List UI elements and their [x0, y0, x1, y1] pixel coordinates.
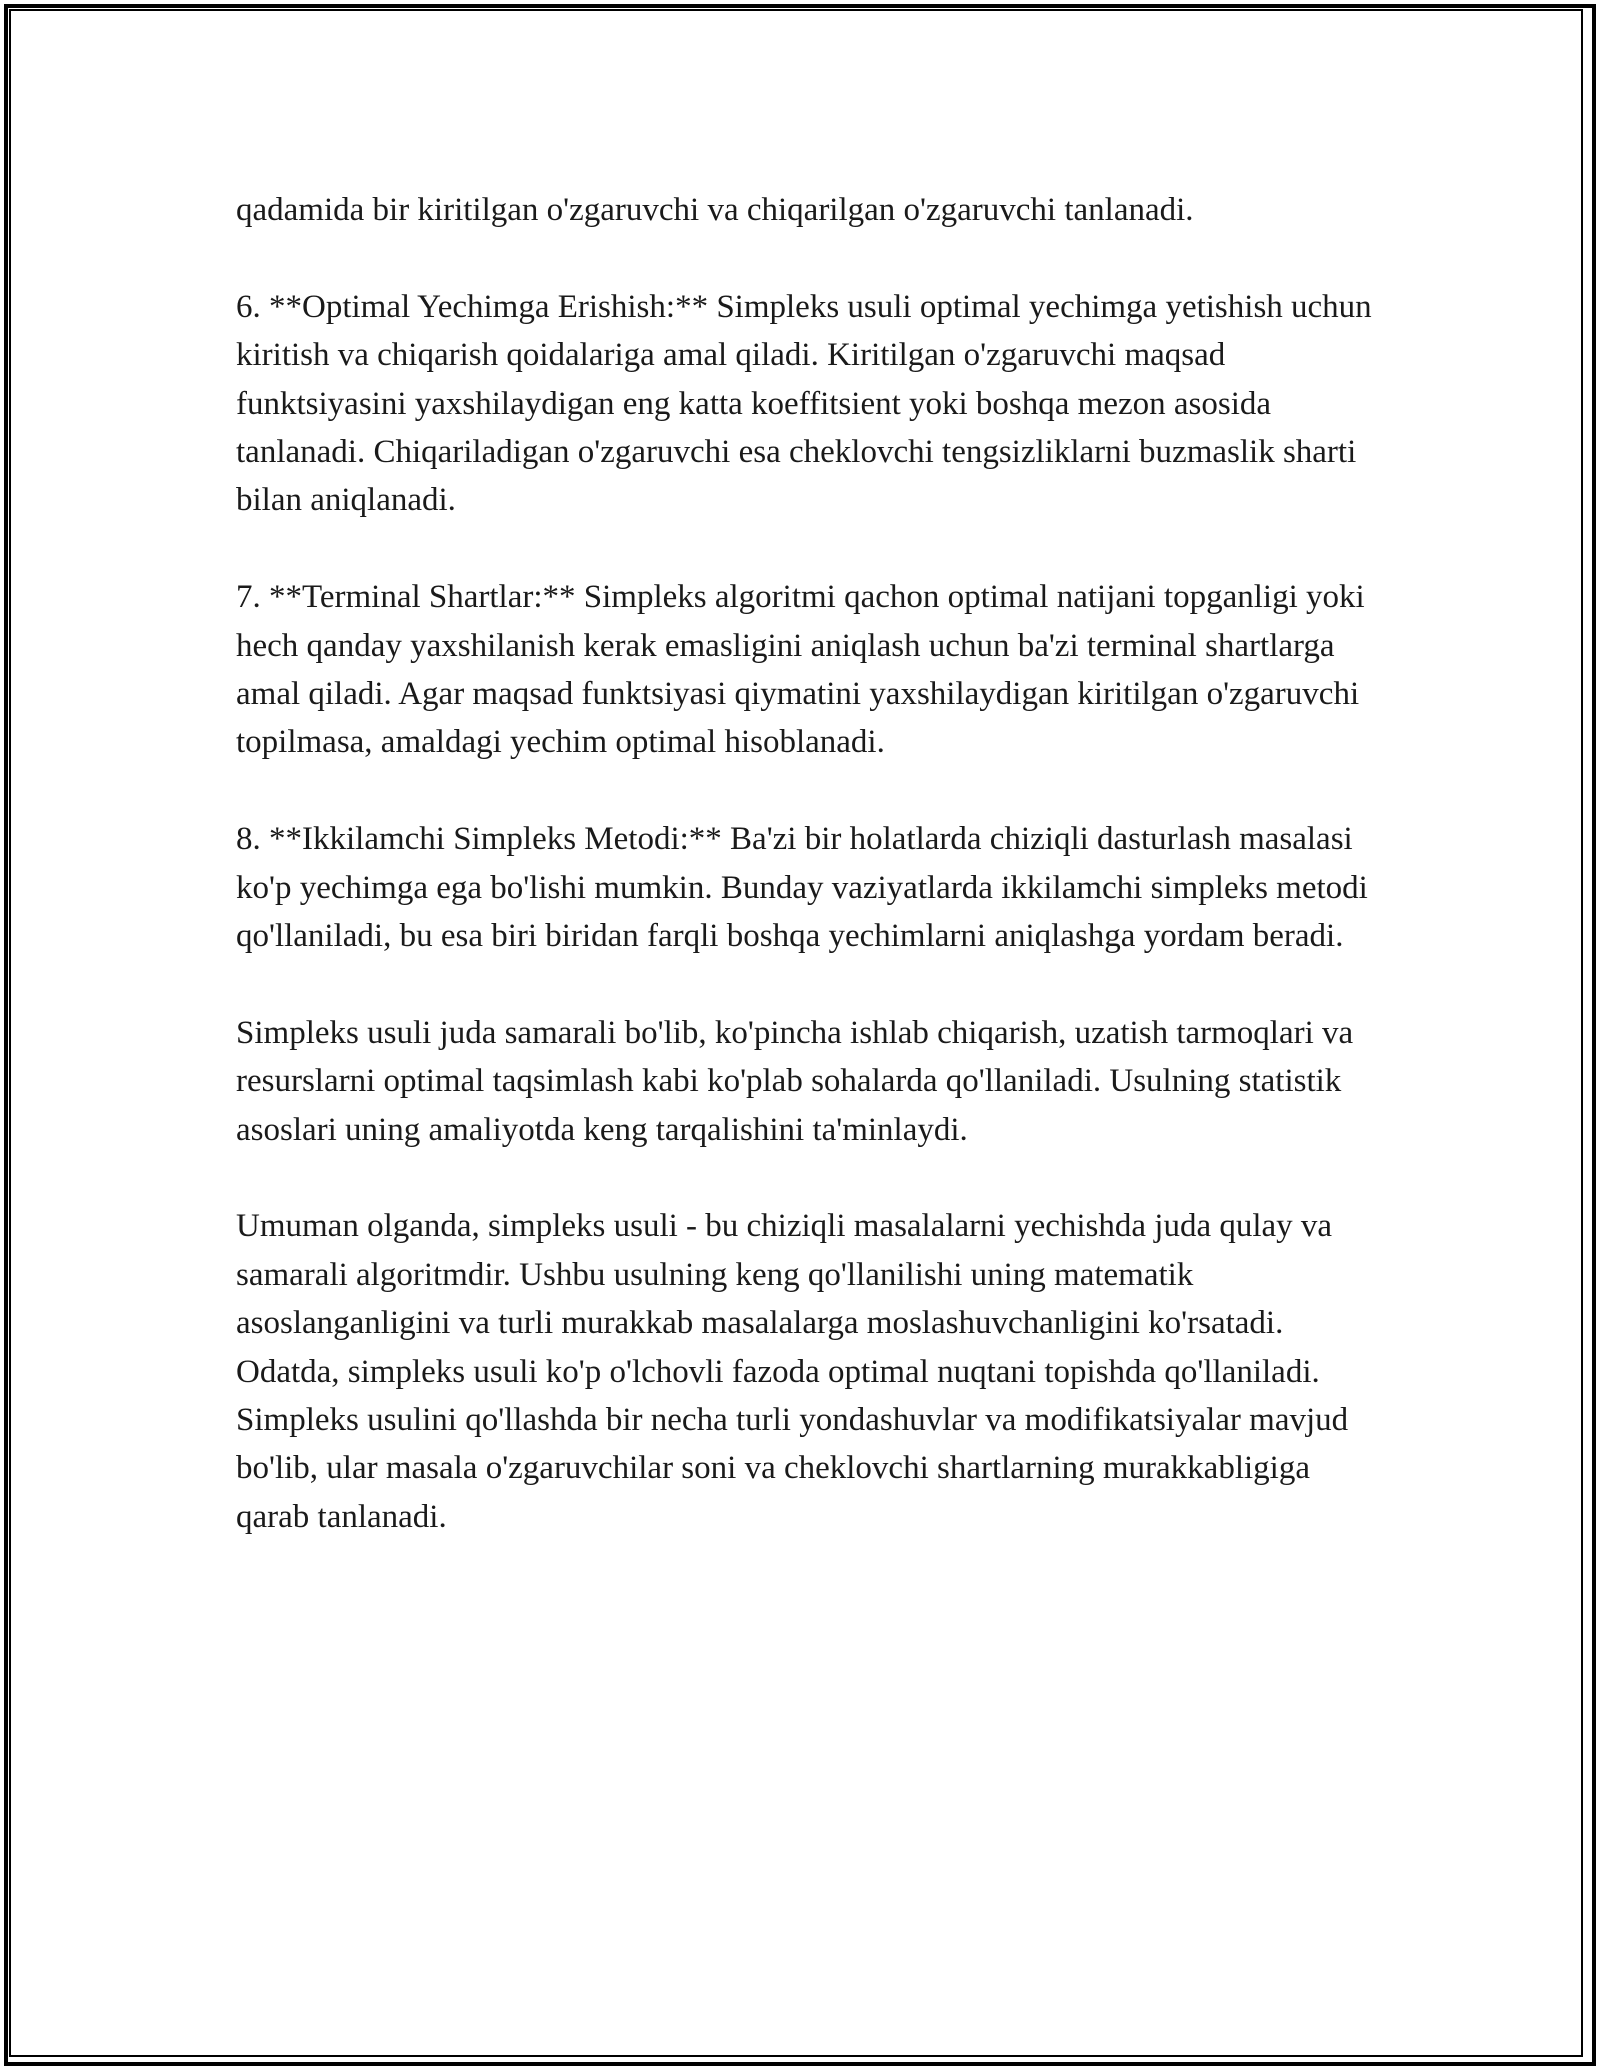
paragraph-conclusion: Umuman olganda, simpleks usuli - bu chiziqli masalalarni yechishda juda qulay va samarali algoritmdir. Ushbu usulning keng qo'llanilishi uning matematik asoslanganligini va turli murakkab masalalarga moslashuvchanligini ko'rsatadi. Odatda, simpleks usuli ko'p o'lchovli fazoda optimal nuqtani topishda qo'llaniladi. Simpleks usulini qo'llashda bir necha turli yondashuvlar va modifikatsiyalar mavjud bo'lib, ular masala o'zgaruvchilar soni va cheklovchi shartlarning murakkabligiga qarab tanlanadi. — [236, 1208, 1349, 1535]
paragraph-item-8: 8. **Ikkilamchi Simpleks Metodi:** Ba'zi bir holatlarda chiziqli dasturlash masalasi ko'p yechimga ega bo'lishi mumkin. Bunday vaziyatlarda ikkilamchi simpleks metodi qo'llaniladi, bu esa biri biridan farqli boshqa yechimlarni aniqlashga yordam beradi. — [236, 821, 1368, 955]
document-body — [236, 186, 1376, 1541]
paragraph-continuation: qadamida bir kiritilgan o'zgaruvchi va chiqarilgan o'zgaruvchi tanlanadi. — [236, 192, 1194, 228]
paragraph-item-7: 7. **Terminal Shartlar:** Simpleks algoritmi qachon optimal natijani topganligi yoki hech qanday yaxshilanish kerak emasligini aniqlash uchun ba'zi terminal shartlarga amal qiladi. Agar maqsad funktsiyasi qiymatini yaxshilaydigan kiritilgan o'zgaruvchi topilmasa, amaldagi yechim optimal hisoblanadi. — [236, 579, 1365, 761]
paragraph-item-6: 6. **Optimal Yechimga Erishish:** Simpleks usuli optimal yechimga yetishish uchun kiritish va chiqarish qoidalariga amal qiladi. Kiritilgan o'zgaruvchi maqsad funktsiyasini yaxshilaydigan eng katta koeffitsient yoki boshqa mezon asosida tanlanadi. Chiqariladigan o'zgaruvchi esa cheklovchi tengsizliklarni buzmaslik sharti bilan aniqlanadi. — [236, 288, 1372, 519]
paragraph-summary: Simpleks usuli juda samarali bo'lib, ko'pincha ishlab chiqarish, uzatish tarmoqlari va resurslarni optimal taqsimlash kabi ko'plab sohalarda qo'llaniladi. Usulning statistik asoslari uning amaliyotda keng tarqalishini ta'minlaydi. — [236, 1014, 1354, 1148]
